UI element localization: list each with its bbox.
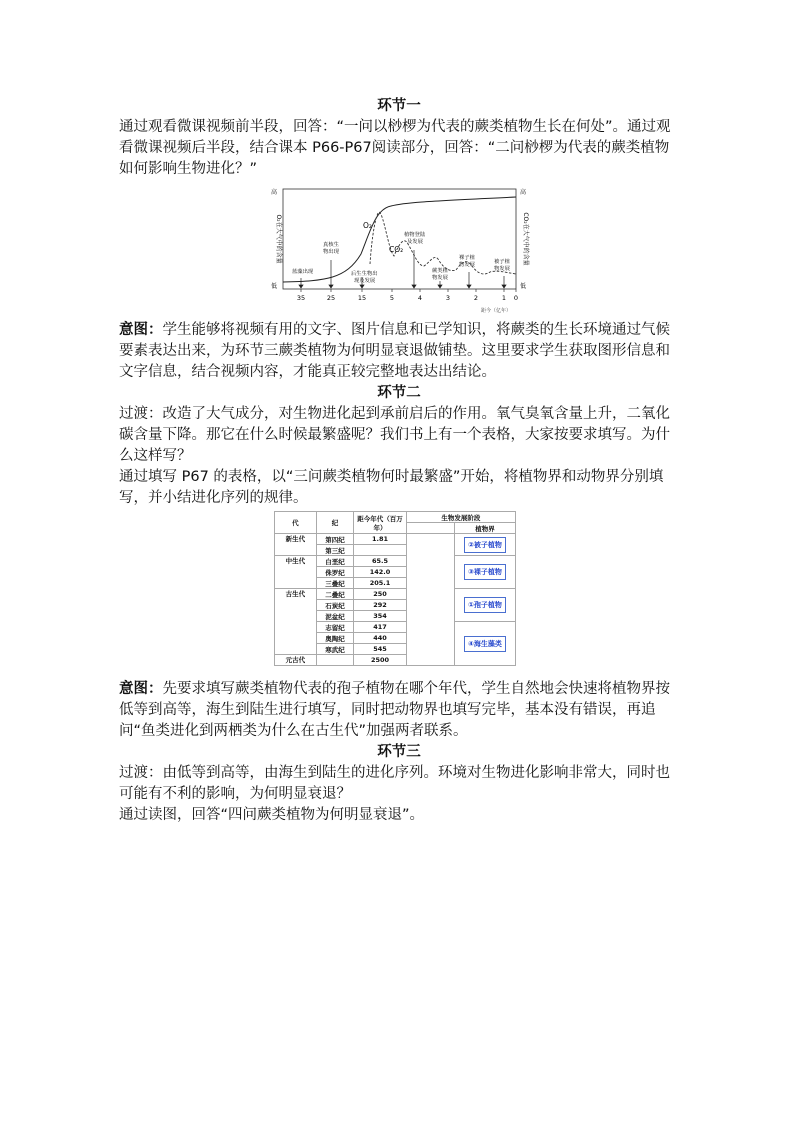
x-tick-label: 35 <box>296 294 306 302</box>
section2-intent <box>119 679 679 742</box>
age-cell: 65.5 <box>354 556 406 567</box>
age-cell <box>354 545 406 556</box>
x-tick-label: 1 <box>501 294 507 302</box>
ylabel-left: O₂在大气中的含量 <box>275 214 282 264</box>
age-cell: 205.1 <box>354 578 406 589</box>
table-row <box>275 589 516 600</box>
y-bottom-right: 低 <box>519 283 527 290</box>
era-cell: 元古代 <box>275 655 317 666</box>
section3-paragraph-2: 通过读图，回答“四问蕨类植物为何明显衰退”。 <box>119 807 425 823</box>
age-cell: 417 <box>354 622 406 633</box>
period-cell: 白垩纪 <box>316 556 353 567</box>
annotation-cyanobacteria: 蓝藻出现 <box>292 269 314 275</box>
section2-paragraph-2: 通过填写 P67 的表格，以“三问蕨类植物何时最繁盛”开始，将植物界和动物界分别填写，并小结进化序列的规律。 <box>119 469 664 506</box>
plant-stage-label: ④海生藻类 <box>464 636 506 652</box>
age-cell: 545 <box>354 644 406 655</box>
annotation-land-plants: 植物登陆及发展 <box>404 232 426 245</box>
intent-label: 意图： <box>119 681 163 697</box>
section1-heading: 环节一 <box>377 98 421 114</box>
x-tick-label: 15 <box>357 294 367 302</box>
age-cell: 354 <box>354 611 406 622</box>
period-cell: 奥陶纪 <box>316 633 353 644</box>
period-cell: 泥盆纪 <box>316 611 353 622</box>
geologic-table <box>274 511 516 666</box>
o2-label: O₂ <box>363 221 372 230</box>
intent-text: 学生能够将视频有用的文字、图片信息和已学知识，将蕨类的生长环境通过气候要素表达出来，为环节三蕨类植物为何明显衰退做铺垫。这里要求学生获取图形信息和文字信息，结合视频内容，才能真正较完整地表达出结论。 <box>119 322 670 380</box>
xlabel: 距今（亿年） <box>480 308 511 314</box>
plant-stage-cell <box>454 556 515 589</box>
plant-stage-cell <box>454 622 515 666</box>
period-cell: 二叠纪 <box>316 589 353 600</box>
era-cell: 中生代 <box>275 556 317 589</box>
x-tick-label: 5 <box>389 294 395 302</box>
period-cell: 寒武纪 <box>316 644 353 655</box>
atmosphere-chart-svg <box>266 184 536 314</box>
table-row <box>275 534 516 545</box>
section3-heading: 环节三 <box>377 744 421 760</box>
intent-label: 意图： <box>119 322 163 338</box>
age-cell: 1.81 <box>354 534 406 545</box>
period-cell: 三叠纪 <box>316 578 353 589</box>
section2-heading: 环节二 <box>377 385 421 401</box>
plant-stage-label: ①孢子植物 <box>464 597 506 613</box>
y-top-right: 高 <box>519 189 527 196</box>
blank-column <box>406 534 454 666</box>
section1-paragraph: 通过观看微课视频前半段，回答：“一问以桫椤为代表的蕨类植物生长在何处”。通过观看微课视频后半段，结合课本 P66-P67阅读部分，回答：“二问桫椤为代表的蕨类植物如何影响生物进化？” <box>119 119 671 177</box>
section3-paragraph-1: 过渡：由低等到高等，由海生到陆生的进化序列。环境对生物进化影响非常大，同时也可能有不利的影响，为何明显衰退？ <box>119 765 670 802</box>
era-cell: 古生代 <box>275 589 317 655</box>
th-plants: 植物界 <box>454 523 515 534</box>
intent-text: 先要求填写蕨类植物代表的孢子植物在哪个年代，学生自然地会快速将植物界按低等到高等，海生到陆生进行填写，同时把动物界也填写完毕，基本没有错误，再追问“鱼类进化到两栖类为什么在古生代”加强两者联系。 <box>119 681 670 739</box>
y-top-left: 高 <box>270 189 278 196</box>
geologic-table-figure <box>274 511 524 673</box>
atmosphere-chart <box>266 184 536 314</box>
period-cell: 第四纪 <box>316 534 353 545</box>
x-tick-label: 0 <box>513 294 519 302</box>
o2-curve <box>283 197 516 282</box>
section2-paragraph-1: 过渡：改造了大气成分，对生物进化起到承前启后的作用。氧气臭氧含量上升，二氧化碳含量下降。那它在什么时候最繁盛呢？我们书上有一个表格，大家按要求填写。为什么这样写？ <box>119 406 670 464</box>
age-cell: 250 <box>354 589 406 600</box>
plant-stage-cell <box>454 589 515 622</box>
age-cell: 142.0 <box>354 567 406 578</box>
x-tick-label: 25 <box>326 294 336 302</box>
th-period: 纪 <box>316 512 353 534</box>
annotation-gymnosperms: 裸子植物发展 <box>459 255 475 268</box>
period-cell <box>316 655 353 666</box>
plant-stage-label: ②被子植物 <box>464 537 506 553</box>
period-cell: 侏罗纪 <box>316 567 353 578</box>
ylabel-right: CO₂在大气中的含量 <box>522 212 529 266</box>
plant-stage-label: ③裸子植物 <box>464 564 506 580</box>
era-cell: 新生代 <box>275 534 317 556</box>
section1-intent <box>119 320 679 383</box>
x-tick-label: 2 <box>473 294 479 302</box>
geologic-table-body <box>275 534 516 666</box>
table-row <box>275 556 516 567</box>
document-page <box>119 96 679 826</box>
co2-label: CO₂ <box>389 245 404 254</box>
th-era: 代 <box>275 512 317 534</box>
th-stage: 生物发展阶段 <box>406 512 515 523</box>
period-cell: 第三纪 <box>316 545 353 556</box>
x-ticks <box>297 289 518 302</box>
y-bottom-left: 低 <box>270 283 278 290</box>
x-tick-label: 4 <box>417 294 423 302</box>
age-cell: 292 <box>354 600 406 611</box>
period-cell: 石炭纪 <box>316 600 353 611</box>
annotation-metazoa: 后生生物出现及发展 <box>351 271 378 284</box>
annotation-eukaryote: 真核生物出现 <box>323 242 339 255</box>
age-cell: 2500 <box>354 655 406 666</box>
th-age: 距今年代（百万年） <box>354 512 406 534</box>
plant-stage-cell <box>454 534 515 556</box>
x-tick-label: 3 <box>445 294 451 302</box>
age-cell: 440 <box>354 633 406 644</box>
annotation-angiosperms: 被子植物发展 <box>494 259 510 272</box>
annotation-ferns: 蕨类植物发展 <box>432 268 448 281</box>
period-cell: 志留纪 <box>316 622 353 633</box>
th-blank <box>406 523 454 534</box>
